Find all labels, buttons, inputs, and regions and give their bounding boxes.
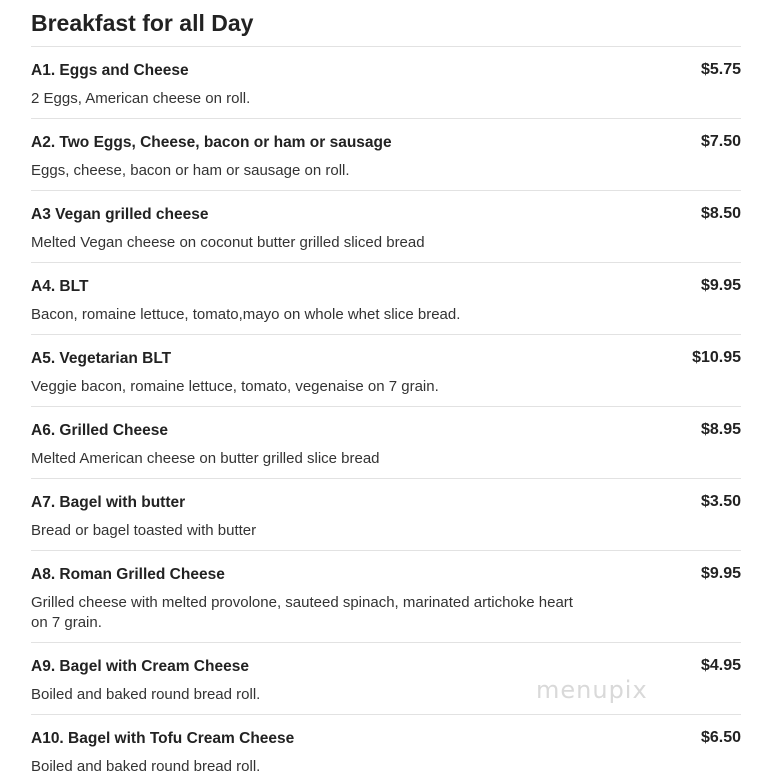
menu-item — [31, 335, 741, 407]
item-name: A6. Grilled Cheese — [31, 422, 168, 439]
watermark: menupix — [536, 676, 648, 704]
item-description: Bacon, romaine lettuce, tomato,mayo on whole whet slice bread. — [31, 306, 461, 323]
menu-item — [31, 47, 741, 119]
item-price: $6.50 — [700, 729, 741, 746]
item-price: $9.95 — [700, 565, 741, 582]
item-description: Melted Vegan cheese on coconut butter grilled sliced bread — [31, 234, 425, 251]
item-name: A3 Vegan grilled cheese — [31, 206, 209, 223]
item-description: Boiled and baked round bread roll. — [31, 686, 261, 703]
item-description: Veggie bacon, romaine lettuce, tomato, vegenaise on 7 grain. — [31, 378, 439, 395]
item-price: $3.50 — [700, 493, 741, 510]
item-description: Melted American cheese on butter grilled slice bread — [31, 450, 380, 467]
menu-item — [31, 407, 741, 479]
menu-item — [31, 715, 741, 781]
menu-item — [31, 191, 741, 263]
item-price: $4.95 — [700, 657, 741, 674]
menu-page — [31, 0, 741, 781]
menu-item — [31, 551, 741, 643]
item-description: Eggs, cheese, bacon or ham or sausage on roll. — [31, 162, 350, 179]
menu-item — [31, 643, 741, 715]
menu-list — [31, 47, 741, 781]
menu-item — [31, 263, 741, 335]
item-name: A2. Two Eggs, Cheese, bacon or ham or sausage — [31, 134, 392, 151]
item-name: A9. Bagel with Cream Cheese — [31, 658, 249, 675]
item-price: $7.50 — [700, 133, 741, 150]
menu-item — [31, 119, 741, 191]
item-description: Bread or bagel toasted with butter — [31, 522, 257, 539]
item-price: $9.95 — [700, 277, 741, 294]
item-name: A8. Roman Grilled Cheese — [31, 566, 225, 583]
item-name: A5. Vegetarian BLT — [31, 350, 172, 367]
item-price: $5.75 — [700, 61, 741, 78]
section-title: Breakfast for all Day — [31, 0, 741, 47]
item-price: $8.50 — [700, 205, 741, 222]
item-name: A7. Bagel with butter — [31, 494, 186, 511]
item-name: A1. Eggs and Cheese — [31, 62, 189, 79]
item-price: $8.95 — [700, 421, 741, 438]
item-description: 2 Eggs, American cheese on roll. — [31, 90, 251, 107]
item-price: $10.95 — [692, 349, 741, 366]
item-description: Boiled and baked round bread roll. — [31, 758, 261, 775]
item-name: A10. Bagel with Tofu Cream Cheese — [31, 730, 295, 747]
item-name: A4. BLT — [31, 278, 89, 295]
item-description: Grilled cheese with melted provolone, sauteed spinach, marinated artichoke heart on 7 grain. — [31, 594, 573, 631]
menu-item — [31, 479, 741, 551]
